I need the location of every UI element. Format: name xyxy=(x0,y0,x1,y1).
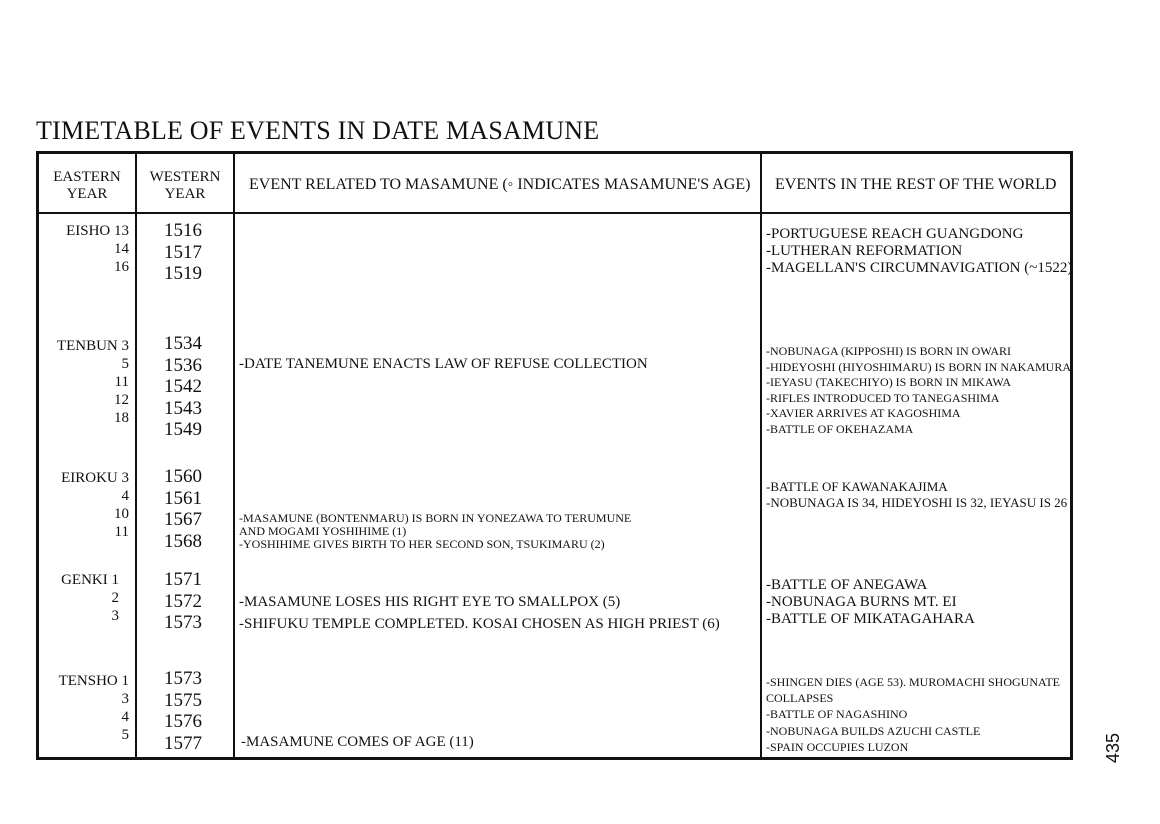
column-divider xyxy=(760,154,762,757)
western-year-cell: 1560 1561 1567 1568 xyxy=(164,466,202,552)
masamune-event: -MASAMUNE COMES OF AGE (11) xyxy=(241,734,474,750)
eastern-year-cell: TENBUN 3 5 11 12 18 xyxy=(56,338,129,426)
western-year-cell: 1516 1517 1519 xyxy=(164,220,202,284)
masamune-event: -MASAMUNE (BONTENMARU) IS BORN IN YONEZAWA TO TERUMUNE AND MOGAMI YOSHIHIME (1) -YOSHIHIME GIVES BIRTH TO HER SECOND SON, TSUKIMARU (2) xyxy=(239,511,632,551)
eastern-year-cell: TENSHO 1 3 4 5 xyxy=(58,673,129,743)
western-year-cell: 1571 1572 1573 xyxy=(164,569,202,633)
column-divider xyxy=(135,154,137,757)
header-western-year: WESTERN YEAR xyxy=(149,169,221,202)
world-events-cell: -BATTLE OF ANEGAWA -NOBUNAGA BURNS MT. EI -BATTLE OF MIKATAGAHARA xyxy=(766,577,975,627)
world-events-cell: -NOBUNAGA (KIPPOSHI) IS BORN IN OWARI -HIDEYOSHI (HIYOSHIMARU) IS BORN IN NAKAMURA -IEYASU (TAKECHIYO) IS BORN IN MIKAWA -RIFLES INTRODUCED TO TANEGASHIMA -XAVIER ARRIVES AT KAGOSHIMA -BATTLE OF OKEHAZAMA xyxy=(766,344,1071,436)
eastern-year-cell: EIROKU 3 4 10 11 xyxy=(61,470,129,540)
masamune-event: -MASAMUNE LOSES HIS RIGHT EYE TO SMALLPOX (5) -SHIFUKU TEMPLE COMPLETED. KOSAI CHOSEN AS HIGH PRIEST (6) xyxy=(239,594,720,632)
page-title: TIMETABLE OF EVENTS IN DATE MASAMUNE xyxy=(36,116,600,145)
eastern-year-cell: GENKI 1 2 3 xyxy=(61,572,119,624)
world-events-cell: -SHINGEN DIES (AGE 53). MUROMACHI SHOGUNATE COLLAPSES -BATTLE OF NAGASHINO -NOBUNAGA BUILDS AZUCHI CASTLE -SPAIN OCCUPIES LUZON xyxy=(766,675,1060,754)
header-eastern-year: EASTERN YEAR xyxy=(53,169,121,202)
eastern-year-cell: EISHO 13 14 16 xyxy=(66,223,129,275)
page-number: 435 xyxy=(1103,732,1123,763)
header-world-events: EVENTS IN THE REST OF THE WORLD xyxy=(775,176,1057,193)
header-masamune-events: EVENT RELATED TO MASAMUNE (◦ INDICATES MASAMUNE'S AGE) xyxy=(249,176,751,193)
header-divider xyxy=(39,212,1070,214)
western-year-cell: 1573 1575 1576 1577 xyxy=(164,668,202,754)
western-year-cell: 1534 1536 1542 1543 1549 xyxy=(164,333,202,440)
world-events-cell: -BATTLE OF KAWANAKAJIMA -NOBUNAGA IS 34, HIDEYOSHI IS 32, IEYASU IS 26 xyxy=(766,479,1068,510)
world-events-cell: -PORTUGUESE REACH GUANGDONG -LUTHERAN REFORMATION -MAGELLAN'S CIRCUMNAVIGATION (~1522) xyxy=(766,226,1073,276)
timetable xyxy=(36,151,1073,760)
masamune-event: -DATE TANEMUNE ENACTS LAW OF REFUSE COLLECTION xyxy=(239,356,648,372)
